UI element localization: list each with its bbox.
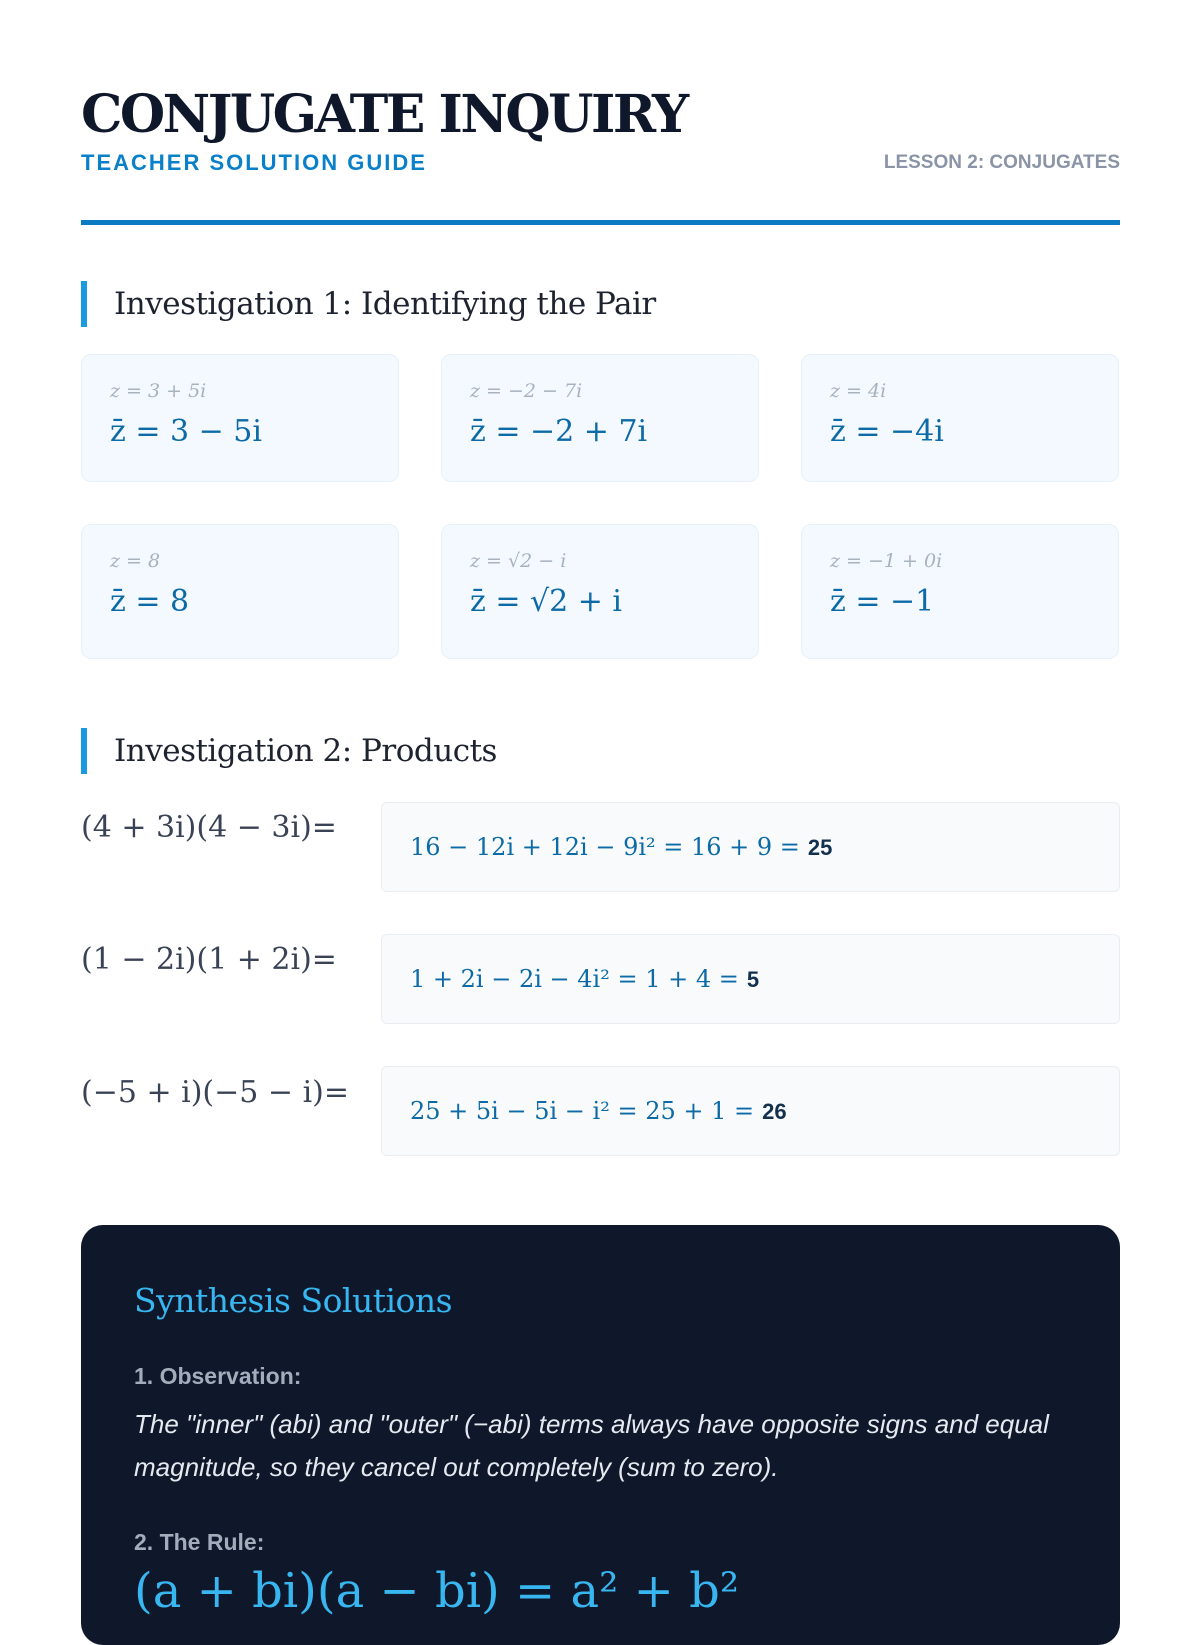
rule-label: 2. The Rule: — [134, 1529, 265, 1555]
product-question: (4 + 3i)(4 − 3i)= — [81, 810, 337, 845]
product-work: 25 + 5i − 5i − i² = 25 + 1 = — [410, 1097, 755, 1125]
investigation-1-heading: Investigation 1: Identifying the Pair — [81, 281, 656, 327]
card-answer: z̄ = 8 — [110, 584, 190, 619]
rule-equation: (a + bi)(a − bi) = a² + b² — [134, 1563, 740, 1619]
conjugate-card — [81, 524, 399, 659]
page-subtitle: TEACHER SOLUTION GUIDE — [81, 150, 427, 175]
card-given: z = 4i — [830, 380, 887, 402]
product-solution — [381, 934, 1120, 1024]
product-question: (−5 + i)(−5 − i)= — [81, 1075, 350, 1110]
card-answer: z̄ = −4i — [830, 414, 944, 449]
card-answer: z̄ = √2 + i — [470, 584, 623, 619]
conjugate-card — [81, 354, 399, 482]
card-given: z = 3 + 5i — [110, 380, 207, 402]
card-given: z = √2 − i — [470, 550, 567, 572]
lesson-label: LESSON 2: CONJUGATES — [883, 152, 1120, 173]
product-result: 25 — [807, 835, 833, 860]
observation-label: 1. Observation: — [134, 1363, 302, 1389]
product-question: (1 − 2i)(1 + 2i)= — [81, 942, 337, 977]
card-given: z = 8 — [110, 550, 161, 572]
conjugate-card — [441, 524, 759, 659]
card-answer: z̄ = 3 − 5i — [110, 414, 262, 449]
investigation-2-heading: Investigation 2: Products — [81, 728, 497, 774]
conjugate-card — [801, 524, 1119, 659]
card-answer: z̄ = −2 + 7i — [470, 414, 648, 449]
product-solution — [381, 1066, 1120, 1156]
product-result: 5 — [746, 967, 760, 992]
product-result: 26 — [762, 1099, 787, 1124]
conjugate-card — [441, 354, 759, 482]
card-answer: z̄ = −1 — [830, 584, 935, 619]
conjugate-card — [801, 354, 1119, 482]
synthesis-panel — [81, 1225, 1120, 1645]
product-solution — [381, 802, 1120, 892]
page-title: CONJUGATE INQUIRY — [81, 84, 687, 145]
synthesis-title: Synthesis Solutions — [134, 1281, 453, 1320]
product-work: 1 + 2i − 2i − 4i² = 1 + 4 = — [410, 965, 739, 993]
header-divider — [81, 220, 1120, 225]
card-given: z = −1 + 0i — [830, 550, 943, 572]
product-work: 16 − 12i + 12i − 9i² = 16 + 9 = — [410, 833, 800, 861]
observation-text: The "inner" (abi) and "outer" (−abi) terms always have opposite signs and equal magnitude, so they cancel out completely (sum to zero). — [134, 1409, 1049, 1482]
card-given: z = −2 − 7i — [470, 380, 583, 402]
